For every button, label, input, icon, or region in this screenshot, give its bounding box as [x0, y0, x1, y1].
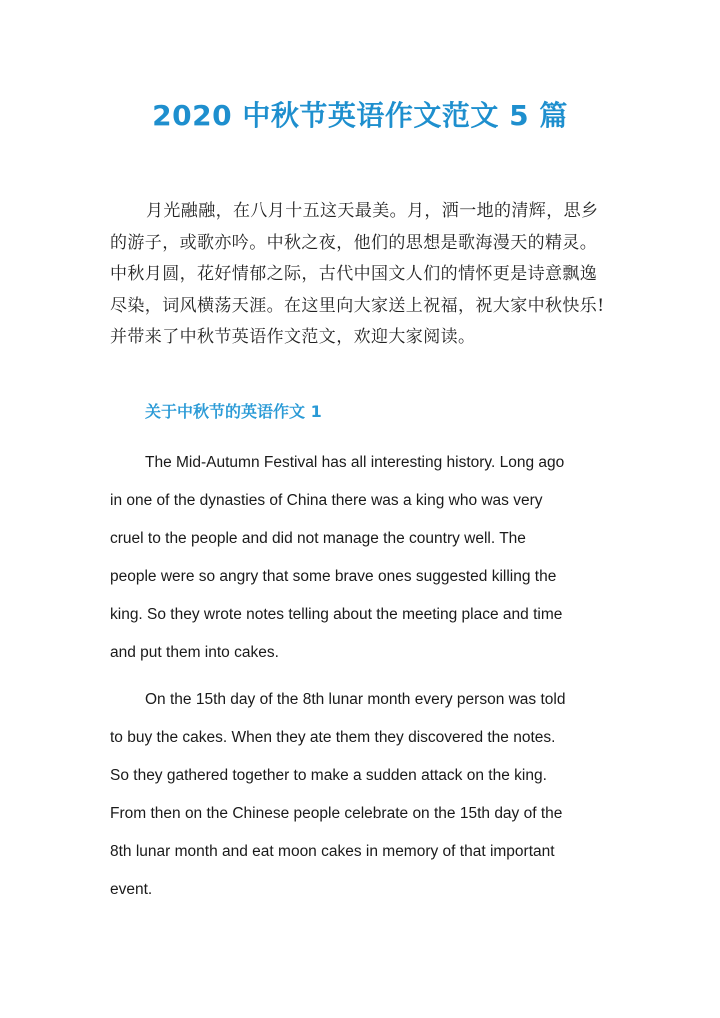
paragraph-line: 8th lunar month and eat moon cakes in memory of that important [110, 843, 555, 860]
paragraph-line: So they gathered together to make a sudden attack on the king. [110, 767, 547, 784]
paragraph-line: From then on the Chinese people celebrate on the 15th day of the [110, 805, 563, 822]
paragraph-line: The Mid-Autumn Festival has all interesting history. Long ago [145, 454, 565, 471]
paragraph-line: On the 15th day of the 8th lunar month every person was told [145, 691, 566, 708]
paragraph-line: king. So they wrote notes telling about the meeting place and time [110, 606, 563, 623]
document-title: 2020 中秋节英语作文范文 5 篇 [152, 99, 568, 132]
intro-paragraph: 月光融融，在八月十五这天最美。月，洒一地的清辉，思乡的游子，或歌亦吟。中秋之夜，他们的思想是歌海漫天的精灵。中秋月圆，花好情郁之际，古代中国文人们的情怀更是诗意飘逸尽染，词风横荡天涯。在这里向大家送上祝福，祝大家中秋快乐!并带来了中秋节英语作文范文，欢迎大家阅读。 [110, 201, 605, 347]
paragraph-line: people were so angry that some brave ones suggested killing the [110, 568, 557, 585]
paragraph-line: and put them into cakes. [110, 644, 279, 661]
essay-paragraph-2 [110, 681, 610, 909]
section-heading: 关于中秋节的英语作文 1 [145, 402, 322, 421]
paragraph-line: in one of the dynasties of China there was a king who was very [110, 492, 543, 509]
paragraph-line: to buy the cakes. When they ate them they discovered the notes. [110, 729, 556, 746]
essay-paragraph-1 [110, 444, 610, 672]
paragraph-line: cruel to the people and did not manage the country well. The [110, 530, 526, 547]
paragraph-line: event. [110, 881, 153, 898]
